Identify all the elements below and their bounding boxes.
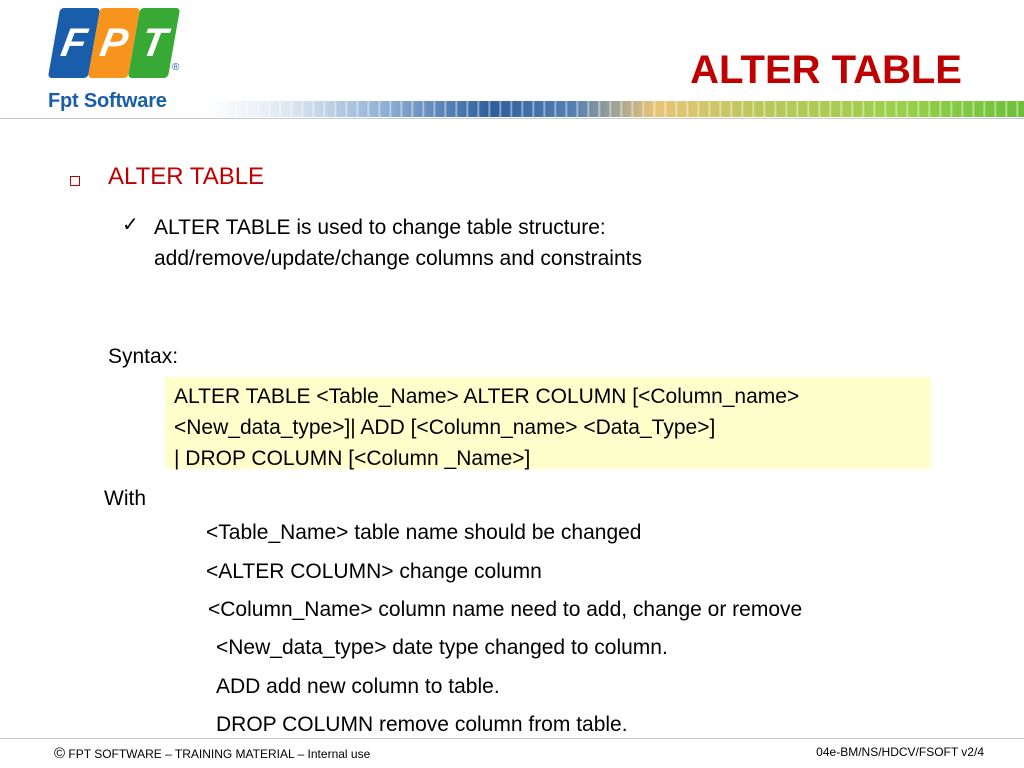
registered-mark: ® [172,62,180,73]
description-line: add/remove/update/change columns and constraints [154,247,642,270]
logo-tiles [48,6,178,82]
check-icon: ✓ [122,212,139,236]
syntax-line: <New_data_type>]| ADD [<Column_name> <Data_Type>] [174,416,716,439]
logo-letter-f: F [57,20,91,65]
header-band [205,101,1024,117]
footer-left-text: FPT SOFTWARE – TRAINING MATERIAL – Internal use [68,747,371,761]
syntax-line: ALTER TABLE <Table_Name> ALTER COLUMN [<Column_name> [174,385,800,408]
header-divider [0,118,1024,119]
syntax-line: | DROP COLUMN [<Column _Name>] [174,447,531,470]
logo-text: Fpt Software [48,90,167,112]
footer-copyright [54,745,370,762]
copyright-icon: © [54,745,66,762]
definition-item: <ALTER COLUMN> change column [206,560,542,583]
footer-divider [0,738,1024,739]
logo-letter-t: T [137,20,171,65]
fpt-logo [48,6,178,114]
slide-title: ALTER TABLE [690,48,962,92]
definition-item: DROP COLUMN remove column from table. [216,713,628,736]
header-band-stripes [205,101,1024,117]
syntax-label: Syntax: [108,345,179,368]
definition-item: <New_data_type> date type changed to column. [216,636,668,659]
square-bullet-icon [70,176,80,186]
syntax-code [174,381,799,474]
definition-item: <Column_Name> column name need to add, change or remove [208,598,803,621]
section-heading: ALTER TABLE [108,163,265,190]
section-description [154,212,642,274]
description-line: ALTER TABLE is used to change table structure: [154,216,606,239]
logo-letter-p: P [96,20,132,65]
definition-item: ADD add new column to table. [216,675,500,698]
footer-document-code: 04e-BM/NS/HDCV/FSOFT v2/4 [816,745,984,759]
with-label: With [104,487,146,510]
definition-item: <Table_Name> table name should be changed [206,521,642,544]
